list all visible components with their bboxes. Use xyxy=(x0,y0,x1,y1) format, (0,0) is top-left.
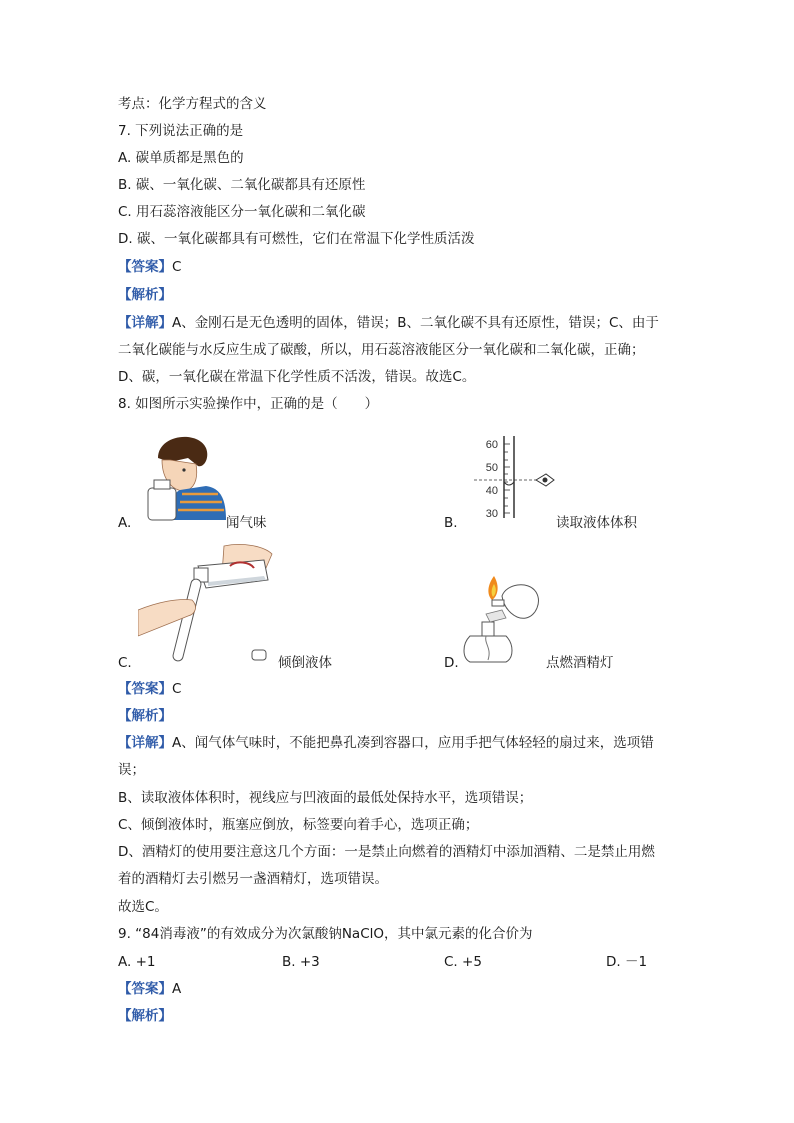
q8-stem: 8. 如图所示实验操作中，正确的是（ ） xyxy=(118,396,379,412)
lamp-wick-holder xyxy=(492,600,504,606)
q7-option-b: B. 碳、一氧化碳、二氧化碳都具有还原性 xyxy=(118,177,366,193)
q8-detail-tag: 【详解】 xyxy=(118,735,172,751)
tick-label-60: 60 xyxy=(485,439,498,451)
pour-liquid-figure xyxy=(138,540,278,668)
q8-detail-line-4: C、倾倒液体时，瓶塞应倒放，标签要向着手心，选项正确； xyxy=(118,817,479,833)
q8-detail-line-1 xyxy=(118,733,654,753)
bottle-body xyxy=(148,488,176,520)
q8-answer-tag: 【答案】 xyxy=(118,681,172,697)
q7-option-d: D. 碳、一氧化碳都具有可燃性，它们在常温下化学性质活泼 xyxy=(118,231,475,247)
tilted-lamp xyxy=(502,585,538,619)
pupil-dot xyxy=(543,478,548,483)
q7-detail-tag: 【详解】 xyxy=(118,315,172,331)
fig-c-letter: C. xyxy=(118,655,132,671)
bottle-neck xyxy=(154,480,170,489)
q7-analysis-tag: 【解析】 xyxy=(118,287,172,303)
standing-lamp-neck xyxy=(482,622,494,636)
fig-b-letter: B. xyxy=(444,515,458,531)
q9-answer-value: A xyxy=(172,981,182,997)
tick-label-50: 50 xyxy=(485,462,498,474)
alcohol-lamp-figure xyxy=(462,574,546,668)
q7-answer-tag: 【答案】 xyxy=(118,259,172,275)
q8-detail-line-5: D、酒精灯的使用要注意这几个方面：一是禁止向燃着的酒精灯中添加酒精、二是禁止用燃 xyxy=(118,844,655,860)
fig-d-letter: D. xyxy=(444,655,459,671)
q8-answer-line xyxy=(118,679,181,699)
q8-detail-line-2: 误； xyxy=(118,762,145,778)
q7-stem: 7. 下列说法正确的是 xyxy=(118,123,244,139)
fig-a-caption: 闻气味 xyxy=(226,515,267,531)
q8-analysis-tag: 【解析】 xyxy=(118,708,172,724)
fig-d-caption: 点燃酒精灯 xyxy=(546,655,614,671)
stopper xyxy=(252,650,266,660)
q8-detail-line-3: B、读取液体体积时，视线应与凹液面的最低处保持水平，选项错误； xyxy=(118,790,533,806)
q8-detail-line-7: 故选C。 xyxy=(118,899,168,915)
read-volume-figure xyxy=(470,434,560,522)
tick-label-40: 40 xyxy=(485,485,498,497)
q9-option-c: C. +5 xyxy=(444,954,482,970)
q9-option-a: A. +1 xyxy=(118,954,156,970)
q7-detail-text-1: A、金刚石是无色透明的固体，错误；B、二氧化碳不具有还原性，错误；C、由于 xyxy=(172,315,659,331)
meniscus xyxy=(504,482,514,485)
q7-detail-line-2: 二氧化碳能与水反应生成了碳酸，所以，用石蕊溶液能区分一氧化碳和二氧化碳，正确； xyxy=(118,342,645,358)
q7-detail-line-1 xyxy=(118,313,659,333)
tick-label-30: 30 xyxy=(485,508,498,520)
q9-answer-line xyxy=(118,979,181,999)
q9-analysis-tag: 【解析】 xyxy=(118,1008,172,1024)
q8-answer-value: C xyxy=(172,681,182,697)
q8-detail-line-6: 着的酒精灯去引燃另一盏酒精灯，选项错误。 xyxy=(118,871,388,887)
smell-gas-figure xyxy=(140,428,230,522)
q9-stem: 9. “84消毒液”的有效成分为次氯酸钠NaClO，其中氯元素的化合价为 xyxy=(118,926,533,942)
fig-a-letter: A. xyxy=(118,515,132,531)
q7-answer-value: C xyxy=(172,259,182,275)
q7-answer-line xyxy=(118,257,181,277)
q8-detail-text-1: A、闻气体气味时，不能把鼻孔凑到容器口，应用手把气体轻轻的扇过来，选项错 xyxy=(172,735,654,751)
q7-option-a: A. 碳单质都是黑色的 xyxy=(118,150,244,166)
kaodian-line: 考点：化学方程式的含义 xyxy=(118,96,267,112)
q7-option-c: C. 用石蕊溶液能区分一氧化碳和二氧化碳 xyxy=(118,204,366,220)
fig-b-caption: 读取液体体积 xyxy=(556,515,637,531)
eye-dot xyxy=(182,468,185,471)
q9-answer-tag: 【答案】 xyxy=(118,981,172,997)
fig-c-caption: 倾倒液体 xyxy=(278,655,332,671)
q7-detail-line-3: D、碳，一氧化碳在常温下化学性质不活泼，错误。故选C。 xyxy=(118,369,476,385)
lamp-cap xyxy=(486,610,506,622)
q9-option-d: D. －1 xyxy=(606,954,648,970)
q9-option-b: B. +3 xyxy=(282,954,320,970)
cylinder-tick-marks xyxy=(504,444,510,513)
